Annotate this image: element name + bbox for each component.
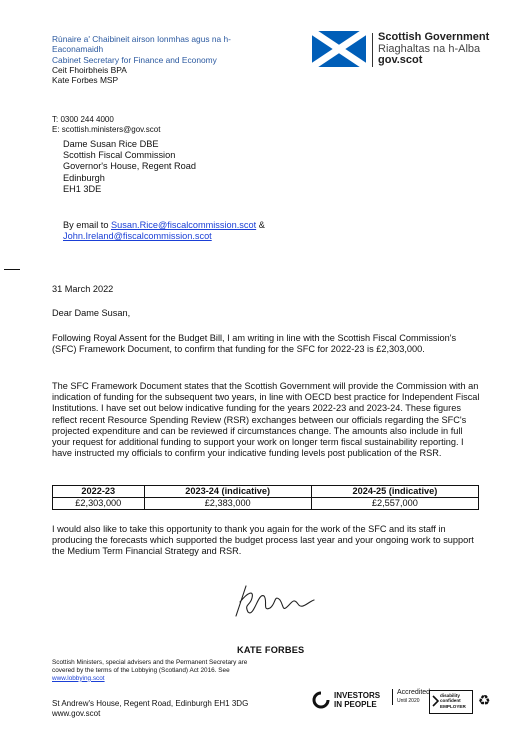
- salutation: Dear Dame Susan,: [52, 308, 131, 318]
- email-link-john-ireland[interactable]: John.Ireland@fiscalcommission.scot: [63, 231, 212, 242]
- accreditation-badges: [312, 689, 502, 719]
- table-cell: £2,303,000: [53, 498, 145, 510]
- by-email-prefix: By email to: [63, 220, 111, 230]
- logo-divider: [372, 33, 373, 67]
- letter-date: 31 March 2022: [52, 284, 114, 294]
- investors-in-people-text: INVESTORS IN PEOPLE: [334, 691, 381, 709]
- funding-table: [52, 485, 479, 510]
- table-header-cell: 2024-25 (indicative): [311, 486, 478, 498]
- table-header-cell: 2023-24 (indicative): [144, 486, 311, 498]
- paragraph-funding-confirmation: Following Royal Assent for the Budget Bill, I am writing in line with the Scottish Fiscal Commission's (SFC) Framework Document, to confirm that funding for the SFC for 2022-23 is £2,303,000.: [52, 333, 457, 355]
- sender-gaelic-name: Ceit Fhoirbheis BPA: [52, 64, 127, 75]
- signer-name: KATE FORBES: [237, 645, 305, 655]
- sender-name: Kate Forbes MSP: [52, 75, 119, 86]
- footnote-line: covered by the terms of the Lobbying (Scotland) Act 2016. See: [52, 666, 230, 674]
- investors-in-people-icon: [312, 691, 330, 709]
- recipient-line: EH1 3DE: [63, 183, 102, 194]
- recipient-address: [63, 139, 196, 195]
- table-header-cell: 2022-23: [53, 486, 145, 498]
- paragraph-thanks: I would also like to take this opportunity to thank you again for the work of the SFC and its staff in producing the forecasts which supported the budget process last year and your ongoing work to support the Medium Term Financial Strategy and RSR.: [52, 524, 474, 557]
- by-email-line: [63, 220, 265, 242]
- contact-block: [52, 115, 160, 134]
- footer-website: www.gov.scot: [52, 708, 101, 718]
- accredited-badge: Accredited Until 2020: [392, 689, 430, 705]
- scottish-government-logo: [312, 31, 497, 71]
- by-email-joiner: &: [256, 220, 265, 230]
- handwritten-signature: [228, 582, 318, 622]
- recipient-line: Edinburgh: [63, 172, 105, 183]
- disability-confident-icon: [432, 695, 439, 707]
- sender-english-title: Cabinet Secretary for Finance and Economy: [52, 54, 217, 65]
- footer-street: St Andrew's House, Regent Road, Edinburgh EH1 3DG: [52, 699, 249, 708]
- sender-block: [52, 34, 231, 85]
- table-header-row: [53, 486, 479, 498]
- lobbying-footnote: [52, 659, 247, 682]
- table-cell: £2,383,000: [144, 498, 311, 510]
- recipient-line: Scottish Fiscal Commission: [63, 150, 176, 161]
- saltire-flag-icon: [312, 31, 366, 67]
- recycle-icon: ♻: [478, 692, 491, 708]
- logo-line-english: Scottish Government: [378, 31, 490, 43]
- paragraph-framework: The SFC Framework Document states that the Scottish Government will provide the Commission with an indication of funding for the subsequent two years, in line with OECD best practice for Independent Fiscal Institutions. I have set out below indicative funding for the years 2022-23 and 2023-24. These figures reflect recent Resource Spending Review (RSR) exchanges between our officials regarding the SFC's projected expenditure and can be reviewed if circumstances change. The amounts also include in full your request for additional funding to support your work on longer term fiscal sustainability reporting. I have instructed my officials to confirm your indicative funding levels post publication of the RSR.: [52, 381, 480, 459]
- table-row: [53, 498, 479, 510]
- sender-gaelic-title: Rùnaire a' Chaibineit airson Ionmhas agus na h- Eaconamaidh: [52, 34, 231, 55]
- contact-phone: T: 0300 244 4000: [52, 115, 114, 124]
- contact-email: E: scottish.ministers@gov.scot: [52, 124, 161, 134]
- disability-confident-badge: disability confident EMPLOYER: [429, 690, 473, 714]
- logo-line-gaelic: Riaghaltas na h-Alba: [378, 42, 481, 55]
- logo-text: [378, 32, 489, 67]
- footnote-line: Scottish Ministers, special advisers and the Permanent Secretary are: [52, 659, 248, 666]
- footer-address: [52, 699, 248, 718]
- recipient-line: Governor's House, Regent Road: [63, 161, 197, 172]
- email-link-susan-rice[interactable]: Susan.Rice@fiscalcommission.scot: [111, 220, 257, 230]
- logo-line-web: gov.scot: [378, 54, 423, 66]
- table-cell: £2,557,000: [311, 498, 478, 510]
- recipient-line: Dame Susan Rice DBE: [63, 139, 159, 149]
- lobbying-link[interactable]: www.lobbying.scot: [52, 674, 105, 682]
- fold-mark: [4, 269, 20, 270]
